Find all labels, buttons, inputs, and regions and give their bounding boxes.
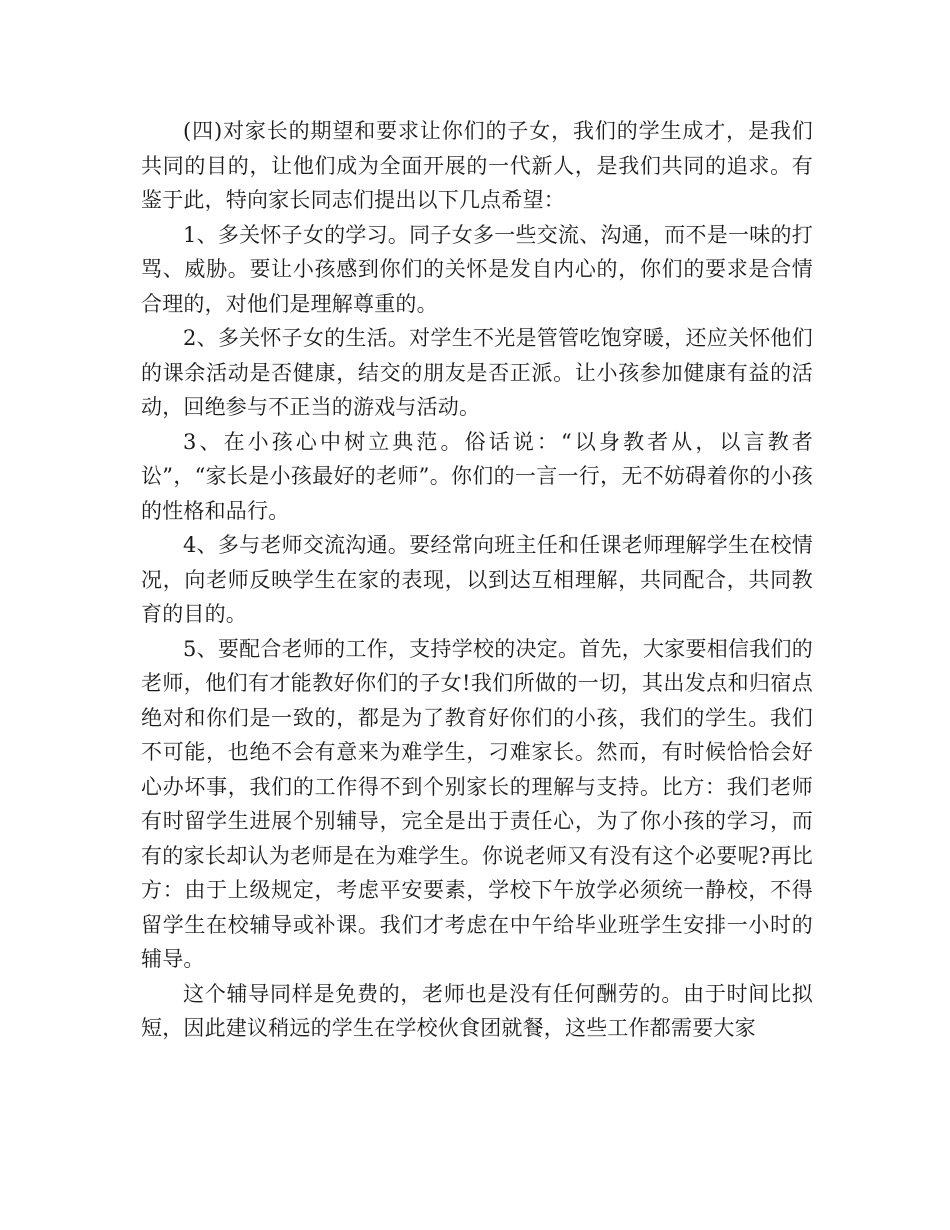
paragraph-expectations-intro: (四)对家长的期望和要求让你们的子女，我们的学生成才，是我们共同的目的，让他们成为全面开展的一代新人，是我们共同的追求。有鉴于此，特向家长同志们提出以下几点希望： — [141, 119, 813, 212]
paragraph-point-3: 3、在小孩心中树立典范。俗话说：“以身教者从，以言教者讼”，“家长是小孩最好的老师”。你们的一言一行，无不妨碍着你的小孩的性格和品行。 — [141, 429, 813, 523]
paragraph-point-5: 5、要配合老师的工作，支持学校的决定。首先，大家要相信我们的老师，他们有才能教好你们的子女!我们所做的一切，其出发点和归宿点绝对和你们是一致的，都是为了教育好你们的小孩，我们的学生。我们不可能，也绝不会有意来为难学生，刁难家长。然而，有时候恰恰会好心办坏事，我们的工作得不到个别家长的理解与支持。比方：我们老师有时留学生进展个别辅导，完全是出于责任心，为了你小孩的学习，而有的家长却认为老师是在为难学生。你说老师又有没有这个必要呢?再比方：由于上级规定，考虑平安要素，学校下午放学必须统一静校，不得留学生在校辅导或补课。我们才考虑在中午给毕业班学生安排一小时的辅导。 — [141, 636, 813, 971]
paragraph-point-4: 4、多与老师交流沟通。要经常向班主任和任课老师理解学生在校情况，向老师反映学生在家的表现，以到达互相理解，共同配合，共同教育的目的。 — [141, 533, 813, 626]
document-body — [141, 114, 813, 1046]
paragraph-point-1: 1、多关怀子女的学习。同子女多一些交流、沟通，而不是一味的打骂、威胁。要让小孩感到你们的关怀是发自内心的，你们的要求是合情合理的，对他们是理解尊重的。 — [141, 222, 813, 316]
paragraph-tutoring-note: 这个辅导同样是免费的，老师也是没有任何酬劳的。由于时间比拟短，因此建议稍远的学生在学校伙食团就餐，这些工作都需要大家 — [141, 981, 813, 1040]
paragraph-point-2: 2、多关怀子女的生活。对学生不光是管管吃饱穿暖，还应关怀他们的课余活动是否健康，结交的朋友是否正派。让小孩参加健康有益的活动，回绝参与不正当的游戏与活动。 — [141, 326, 813, 419]
